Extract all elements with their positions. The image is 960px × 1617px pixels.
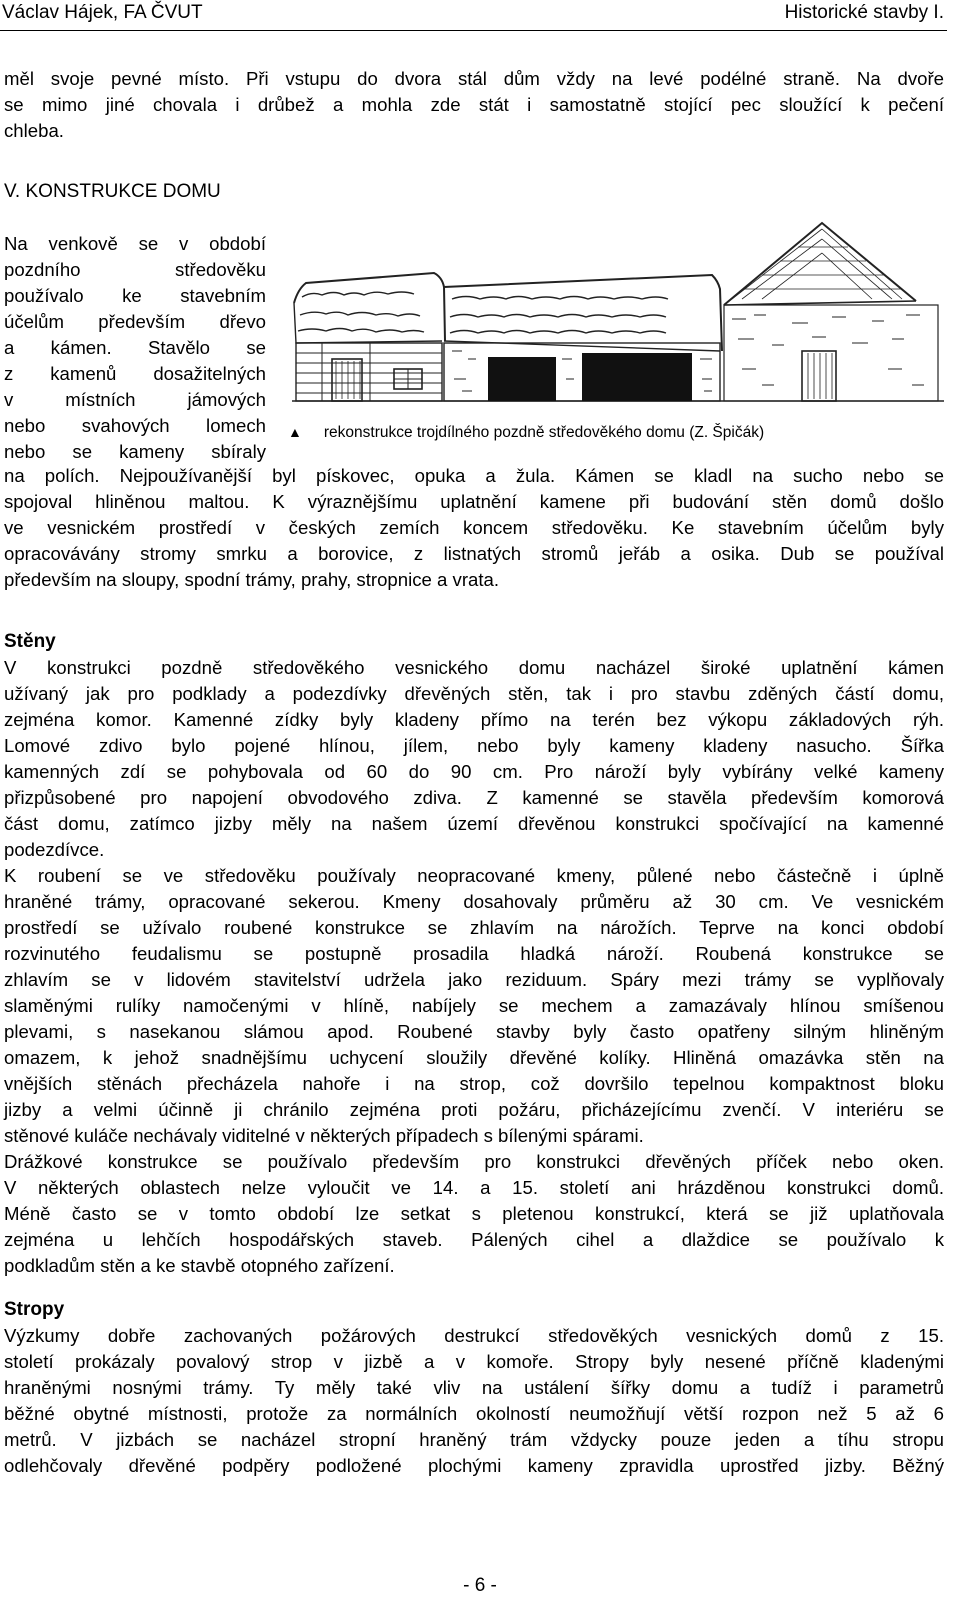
text-line: rozvinutého feudalismu se postupně prosadila hladká nároží. Roubená konstrukce se: [4, 943, 944, 964]
text-line: zejména komor. Kamenné zídky byly kladeny přímo na terén bez výkopu základových rýh.: [4, 709, 944, 730]
figure-caption: [288, 424, 764, 442]
text-line: kamenných zdí se pohybovala od 60 do 90 cm. Pro nároží byly vybírány velké kameny: [4, 761, 944, 782]
walls-section: [4, 655, 944, 1279]
text-line: spojoval hliněnou maltou. K výraznějšímu uplatnění kamene při budování stěn domů došlo: [4, 491, 944, 512]
text-line: Na venkově se v období: [4, 233, 266, 254]
text-line: jizby a velmi účinně ji chránilo zejména proti požáru, přicházejícímu zvenčí. V interiéru se: [4, 1099, 944, 1120]
text-line: především na sloupy, spodní trámy, prahy, stropnice a vrata.: [4, 569, 500, 590]
intro-paragraph: [4, 66, 944, 144]
text-line: účelům především dřevo: [4, 311, 266, 332]
text-line: běžné obytné místnosti, protože za normálních okolností neumožňují větší rozpon než 5 až 6: [4, 1403, 944, 1424]
text-line: pozdního středověku: [4, 259, 266, 280]
text-line: nebo se kameny sbíraly: [4, 441, 266, 462]
walls-heading: Stěny: [4, 631, 56, 652]
page-number: - 6 -: [463, 1575, 497, 1596]
header-author: Václav Hájek, FA ČVUT: [2, 2, 203, 23]
text-line: stěnové kuláče nechávaly viditelné v některých případech s bílenými spárami.: [4, 1125, 644, 1146]
text-line: se mimo jiné chovala i drůbež a mohla zde stát i samostatně stojící pec sloužící k pečení: [4, 94, 944, 115]
text-line: a kámen. Stavělo se: [4, 337, 266, 358]
text-line: na polích. Nejpoužívanější byl pískovec, opuka a žula. Kámen se kladl na sucho nebo se: [4, 465, 944, 486]
text-line: prostředí se užívalo roubené konstrukce se zhlavím na nárožích. Teprve na konci období: [4, 917, 944, 938]
text-line: podezdívce.: [4, 839, 105, 860]
text-line: v místních jámových: [4, 389, 266, 410]
house-reconstruction-drawing: [292, 219, 944, 421]
text-line: část domu, zatímco jizby měly na našem území dřevěnou konstrukci spočívající na kamenné: [4, 813, 944, 834]
text-line: Méně často se v tomto období lze setkat s pletenou konstrukcí, která se již uplatňovala: [4, 1203, 944, 1224]
text-line: plevami, s nasekanou slámou apod. Roubené stavby byly často opatřeny silným hliněným: [4, 1021, 944, 1042]
ceilings-heading: Stropy: [4, 1299, 65, 1320]
text-line: V některých oblastech nelze vyloučit ve 14. a 15. století ani hrázděnou konstrukci domů.: [4, 1177, 944, 1198]
caption-text: rekonstrukce trojdílného pozdně středověkého domu (Z. Špičák): [323, 424, 765, 441]
text-line: odlehčovaly dřevěné podpěry podložené plochými kameny zpravidla uprostřed jizby. Běžný: [4, 1455, 944, 1476]
text-line: V konstrukci pozdně středověkého vesnického domu nacházel široké uplatnění kámen: [4, 657, 944, 678]
text-line: K roubení se ve středověku používaly neopracované kmeny, půlené nebo částečně i úplně: [4, 865, 944, 886]
text-line: omazem, k jehož snadnějšímu uchycení sloužily dřevěné kolíky. Hliněná omazávka stěn na: [4, 1047, 944, 1068]
construction-paragraph: [4, 463, 944, 593]
text-line: opracovávány stromy smrku a borovice, z listnatých stromů jeřáb a osika. Dub se používal: [4, 543, 944, 564]
text-line: vnějších stěnách přecházela nahoře i na strop, což dovršilo tepelnou kompaktnost bloku: [4, 1073, 944, 1094]
text-line: nebo svahových lomech: [4, 415, 266, 436]
text-line: podkladům stěn a ke stavbě otopného zařízení.: [4, 1255, 395, 1276]
wrapped-paragraph: [4, 231, 266, 465]
text-line: zhlavím se v lidovém stavitelství udržela jako reziduum. Spáry mezi trámy se vyplňovaly: [4, 969, 944, 990]
text-line: Drážkové konstrukce se používalo především pro konstrukci dřevěných příček nebo oken.: [4, 1151, 944, 1172]
text-line: měl svoje pevné místo. Při vstupu do dvora stál dům vždy na levé podélné straně. Na dvoře: [4, 68, 944, 89]
text-line: přizpůsobené pro napojení obvodového zdiva. Z kamenné se stavěla především komorová: [4, 787, 944, 808]
text-line: chleba.: [4, 120, 64, 141]
text-line: Lomové zdivo bylo pojené hlínou, jílem, nebo byly kameny kladeny nasucho. Šířka: [4, 735, 944, 756]
text-line: Výzkumy dobře zachovaných požárových destrukcí středověkých vesnických domů z 15.: [4, 1325, 944, 1346]
text-line: ve vesnickém prostředí v českých zemích koncem středověku. Ke stavebním účelům byly: [4, 517, 944, 538]
text-line: z kamenů dosažitelných: [4, 363, 266, 384]
text-line: metrů. V jizbách se nacházel stropní hraněný trám vždycky pouze jeden a tíhu stropu: [4, 1429, 944, 1450]
section-title: V. KONSTRUKCE DOMU: [4, 181, 221, 202]
text-line: hraněnými nosnými trámy. Ty měly také vliv na ustálení šířky domu a tudíž i parametrů: [4, 1377, 944, 1398]
header-course: Historické stavby I.: [784, 2, 944, 23]
text-line: hraněné trámy, opracované sekerou. Kmeny dosahovaly průměru až 30 cm. Ve vesnickém: [4, 891, 944, 912]
text-line: slaměnými rulíky namočenými v hlíně, nabíjely se mechem a zamazávaly hlínou smíšenou: [4, 995, 944, 1016]
page-header: [0, 0, 947, 31]
triangle-icon: ▲: [288, 424, 302, 440]
text-line: století prokázaly povalový strop v jizbě a v komoře. Stropy byly nesené příčně kladenými: [4, 1351, 944, 1372]
text-line: používalo ke stavebním: [4, 285, 266, 306]
text-line: zejména u lehčích hospodářských staveb. Pálených cihel a dlaždice se používalo k: [4, 1229, 944, 1250]
ceilings-section: [4, 1323, 944, 1479]
text-line: užívaný jak pro podklady a podezdívky dřevěných stěn, tak i pro stavbu zděných částí domu,: [4, 683, 944, 704]
